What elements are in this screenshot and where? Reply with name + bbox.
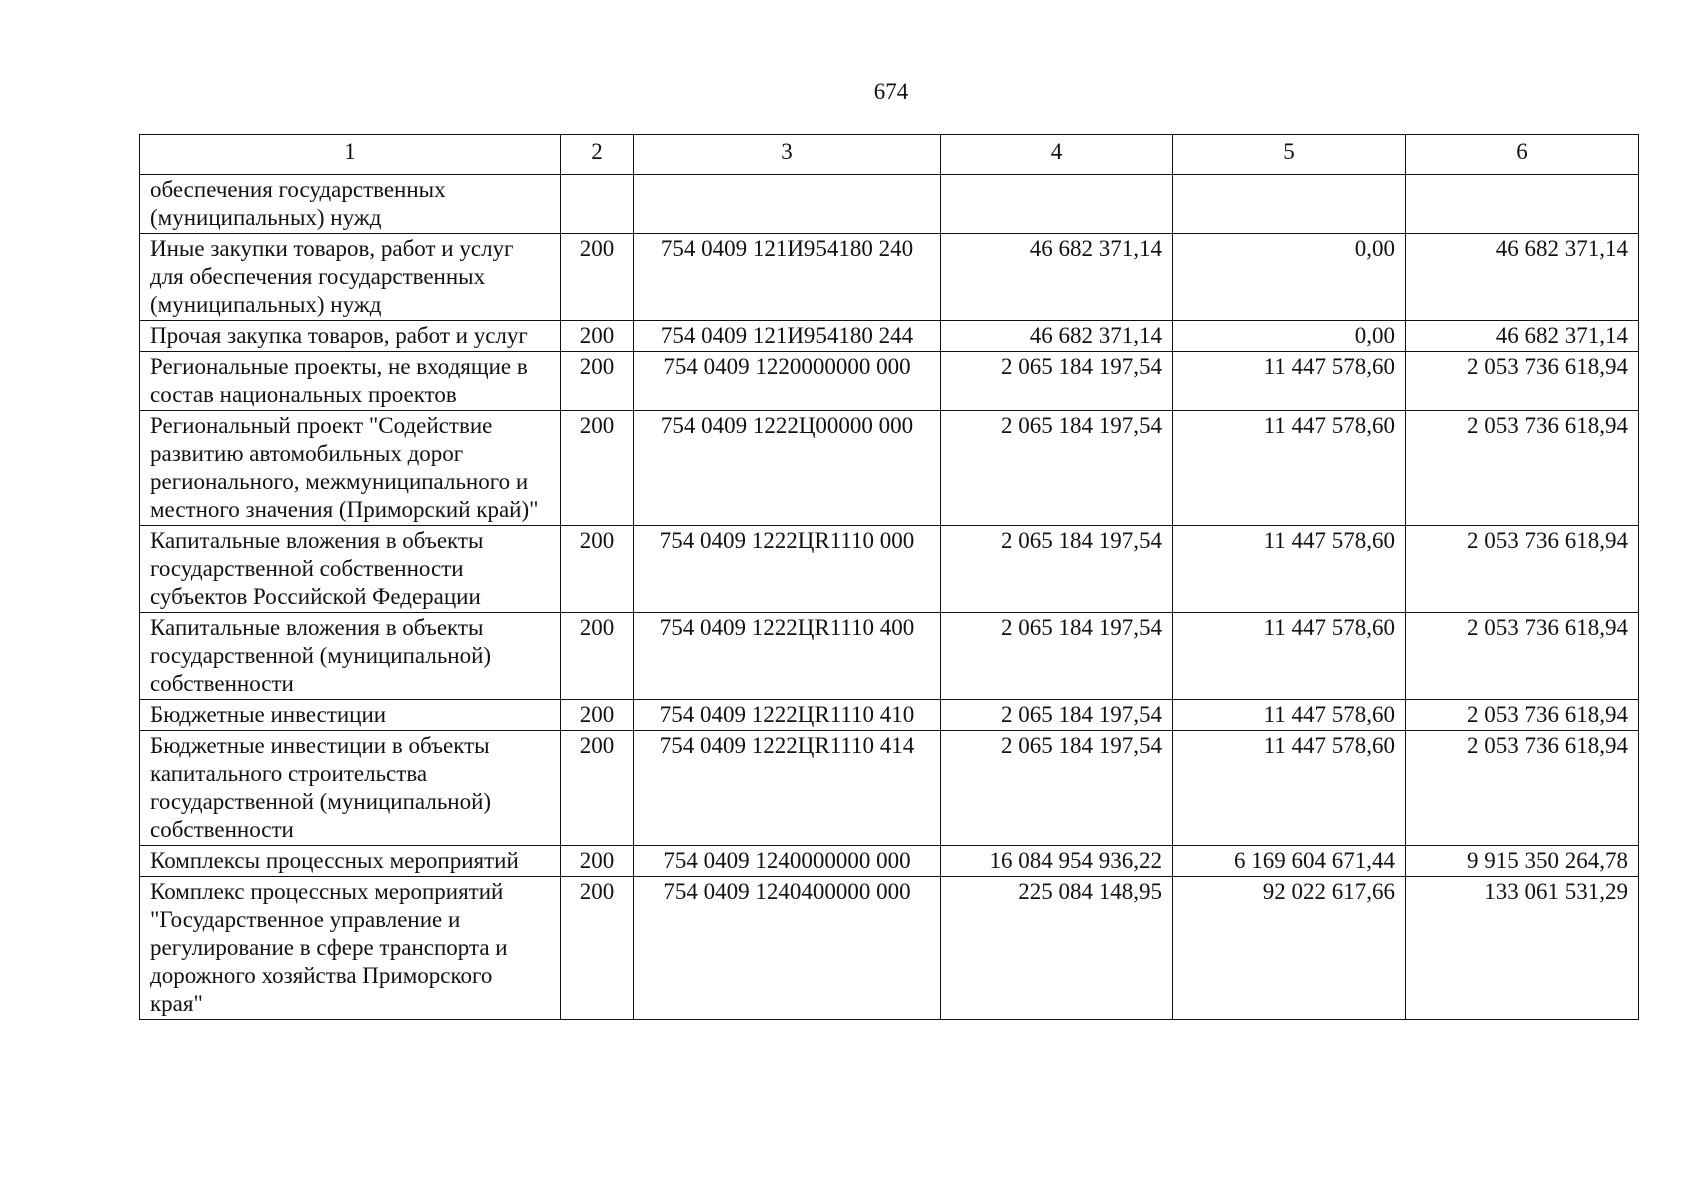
row-value-col4-cell (941, 175, 1173, 234)
column-header-2: 2 (561, 135, 634, 175)
row-ved-cell: 200 (561, 700, 634, 731)
row-value-col4-cell: 2 065 184 197,54 (941, 352, 1173, 411)
row-name-cell: Региональные проекты, не входящие в состав национальных проектов (140, 352, 561, 411)
row-value-col5-cell: 11 447 578,60 (1173, 613, 1406, 700)
row-value-col6-cell: 2 053 736 618,94 (1406, 526, 1639, 613)
row-code-cell: 754 0409 1222ЦR1110 414 (634, 731, 941, 846)
table-row (140, 700, 1639, 731)
table-body (140, 175, 1639, 1020)
row-value-col5-cell (1173, 175, 1406, 234)
row-ved-cell: 200 (561, 352, 634, 411)
row-code-cell: 754 0409 1222ЦR1110 000 (634, 526, 941, 613)
column-header-4: 4 (941, 135, 1173, 175)
row-value-col6-cell: 2 053 736 618,94 (1406, 731, 1639, 846)
column-header-5: 5 (1173, 135, 1406, 175)
row-value-col5-cell: 11 447 578,60 (1173, 700, 1406, 731)
row-ved-cell: 200 (561, 234, 634, 321)
table-row (140, 526, 1639, 613)
page-number: 674 (873, 79, 909, 104)
row-value-col6-cell: 2 053 736 618,94 (1406, 700, 1639, 731)
row-value-col6-cell: 46 682 371,14 (1406, 321, 1639, 352)
row-value-col6-cell: 9 915 350 264,78 (1406, 846, 1639, 877)
row-code-cell: 754 0409 121И954180 240 (634, 234, 941, 321)
row-name-cell: Региональный проект "Содействие развитию автомобильных дорог регионального, межмуниципального и местного значения (Приморский край)" (140, 411, 561, 526)
column-header-1: 1 (140, 135, 561, 175)
column-header-6: 6 (1406, 135, 1639, 175)
row-ved-cell (561, 175, 634, 234)
row-ved-cell: 200 (561, 613, 634, 700)
row-code-cell: 754 0409 1222ЦR1110 410 (634, 700, 941, 731)
row-ved-cell: 200 (561, 846, 634, 877)
row-name-cell: Комплексы процессных мероприятий (140, 846, 561, 877)
row-value-col5-cell: 6 169 604 671,44 (1173, 846, 1406, 877)
row-value-col4-cell: 225 084 148,95 (941, 877, 1173, 1020)
row-name-cell: Бюджетные инвестиции в объекты капитального строительства государственной (муниципальной) собственности (140, 731, 561, 846)
table-row (140, 846, 1639, 877)
row-name-cell: Капитальные вложения в объекты государственной (муниципальной) собственности (140, 613, 561, 700)
row-name-cell: Бюджетные инвестиции (140, 700, 561, 731)
row-value-col4-cell: 2 065 184 197,54 (941, 613, 1173, 700)
row-code-cell (634, 175, 941, 234)
table-row (140, 731, 1639, 846)
row-ved-cell: 200 (561, 411, 634, 526)
header-row (140, 135, 1639, 175)
column-header-3: 3 (634, 135, 941, 175)
row-value-col6-cell (1406, 175, 1639, 234)
table-row (140, 411, 1639, 526)
row-value-col4-cell: 46 682 371,14 (941, 321, 1173, 352)
row-code-cell: 754 0409 1220000000 000 (634, 352, 941, 411)
row-ved-cell: 200 (561, 321, 634, 352)
row-value-col5-cell: 0,00 (1173, 321, 1406, 352)
row-value-col6-cell: 133 061 531,29 (1406, 877, 1639, 1020)
row-value-col4-cell: 2 065 184 197,54 (941, 526, 1173, 613)
row-value-col5-cell: 11 447 578,60 (1173, 526, 1406, 613)
row-name-cell: обеспечения государственных (муниципальных) нужд (140, 175, 561, 234)
row-code-cell: 754 0409 1222ЦR1110 400 (634, 613, 941, 700)
row-code-cell: 754 0409 1240400000 000 (634, 877, 941, 1020)
budget-table (139, 134, 1639, 1020)
table-row (140, 877, 1639, 1020)
row-name-cell: Комплекс процессных мероприятий "Государственное управление и регулирование в сфере транспорта и дорожного хозяйства Приморского края" (140, 877, 561, 1020)
row-value-col6-cell: 2 053 736 618,94 (1406, 352, 1639, 411)
row-value-col4-cell: 2 065 184 197,54 (941, 700, 1173, 731)
row-code-cell: 754 0409 121И954180 244 (634, 321, 941, 352)
row-name-cell: Капитальные вложения в объекты государственной собственности субъектов Российской Федерации (140, 526, 561, 613)
row-ved-cell: 200 (561, 731, 634, 846)
row-value-col5-cell: 92 022 617,66 (1173, 877, 1406, 1020)
table-header (140, 135, 1639, 175)
row-value-col5-cell: 0,00 (1173, 234, 1406, 321)
row-code-cell: 754 0409 1222Ц00000 000 (634, 411, 941, 526)
row-ved-cell: 200 (561, 877, 634, 1020)
row-ved-cell: 200 (561, 526, 634, 613)
row-name-cell: Иные закупки товаров, работ и услуг для обеспечения государственных (муниципальных) нужд (140, 234, 561, 321)
row-value-col6-cell: 2 053 736 618,94 (1406, 411, 1639, 526)
table-row (140, 321, 1639, 352)
row-value-col4-cell: 2 065 184 197,54 (941, 411, 1173, 526)
row-value-col5-cell: 11 447 578,60 (1173, 352, 1406, 411)
row-value-col6-cell: 2 053 736 618,94 (1406, 613, 1639, 700)
row-value-col5-cell: 11 447 578,60 (1173, 731, 1406, 846)
table-row (140, 352, 1639, 411)
table-row (140, 613, 1639, 700)
row-value-col6-cell: 46 682 371,14 (1406, 234, 1639, 321)
row-value-col4-cell: 46 682 371,14 (941, 234, 1173, 321)
row-code-cell: 754 0409 1240000000 000 (634, 846, 941, 877)
table-row (140, 234, 1639, 321)
row-value-col4-cell: 2 065 184 197,54 (941, 731, 1173, 846)
row-value-col5-cell: 11 447 578,60 (1173, 411, 1406, 526)
row-value-col4-cell: 16 084 954 936,22 (941, 846, 1173, 877)
row-name-cell: Прочая закупка товаров, работ и услуг (140, 321, 561, 352)
table-row (140, 175, 1639, 234)
